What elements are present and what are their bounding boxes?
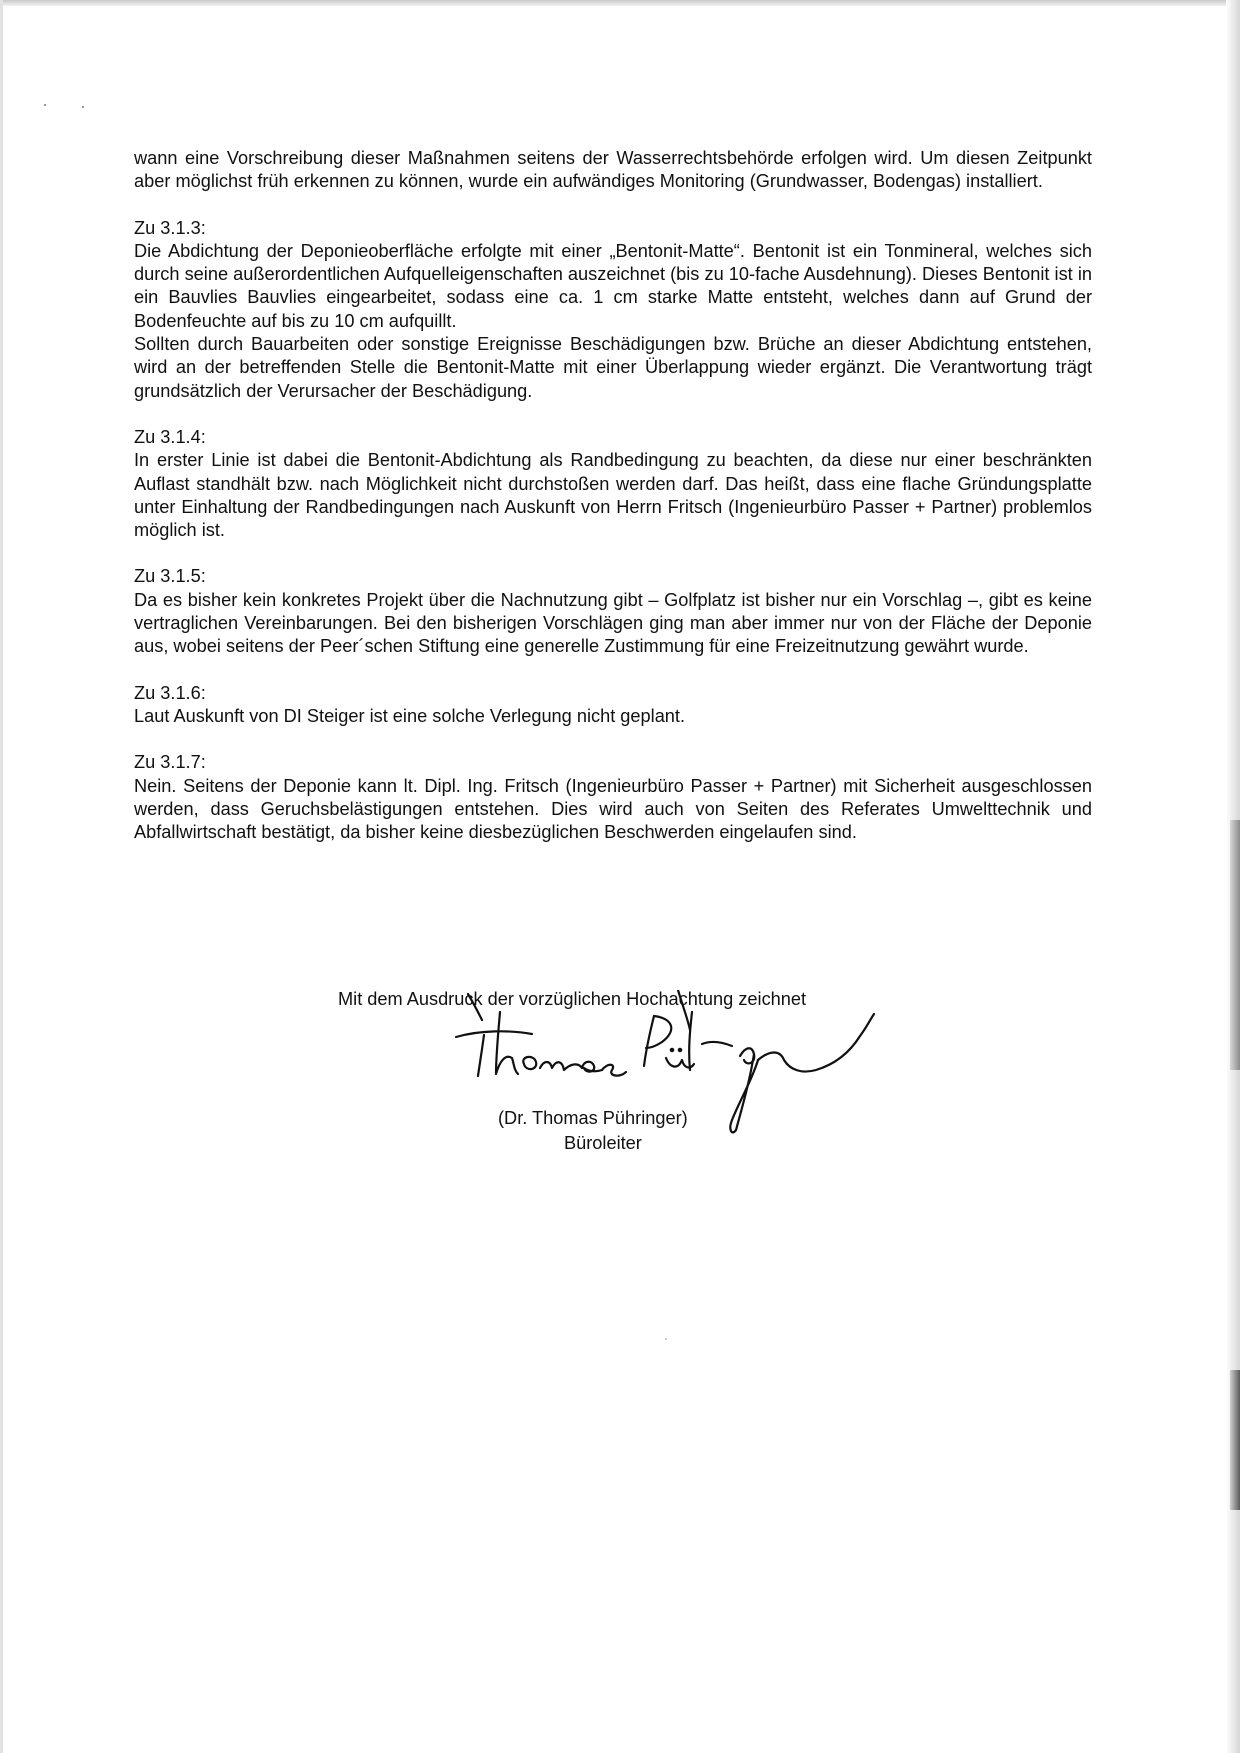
section-paragraph: Die Abdichtung der Deponieoberfläche erfolgte mit einer „Bentonit-Matte“. Bentonit ist ein Tonmineral, welches sich durch seine außerordentlichen Aufquelleigenschaften auszeichnet (bis zu 10-fache Ausdehnung). Dieses Bentonit ist in ein Bauvlies Bauvlies eingearbeitet, sodass eine ca. 1 cm starke Matte entsteht, welches dann auf Grund der Bodenfeuchte auf bis zu 10 cm aufquillt. bbox=[134, 240, 1092, 331]
section-paragraph: In erster Linie ist dabei die Bentonit-Abdichtung als Randbedingung zu beachten, da diese nur einer beschränkten Auflast standhält bzw. nach Möglichkeit nicht durchstoßen werden darf. Das heißt, dass eine flache Gründungsplatte unter Einhaltung der Randbedingungen nach Auskunft von Herrn Fritsch (Ingenieurbüro Passer + Partner) problemlos möglich ist. bbox=[134, 450, 1092, 541]
signatory-name: (Dr. Thomas Pühringer) bbox=[498, 1108, 688, 1128]
section-3-1-4 bbox=[134, 426, 1092, 542]
scan-shadow-mark bbox=[1230, 1370, 1240, 1510]
intro-paragraph: wann eine Vorschreibung dieser Maßnahmen seitens der Wasserrechtsbehörde erfolgen wird. Um diesen Zeitpunkt aber möglichst früh erkennen zu können, wurde ein aufwändiges Monitoring (Grundwasser, Bodengas) installiert. bbox=[134, 148, 1092, 192]
section-body bbox=[134, 449, 1092, 542]
section-heading: Zu 3.1.4: bbox=[134, 426, 206, 447]
scan-shadow-mark bbox=[1230, 820, 1240, 1070]
section-3-1-6 bbox=[134, 682, 1092, 729]
section-body bbox=[134, 775, 1092, 845]
section-body bbox=[134, 589, 1092, 659]
section-heading: Zu 3.1.6: bbox=[134, 682, 206, 703]
signatory-role: Büroleiter bbox=[564, 1133, 642, 1153]
section-paragraph: Sollten durch Bauarbeiten oder sonstige Ereignisse Beschädigungen bzw. Brüche an dieser Abdichtung entstehen, wird an der betreffenden Stelle die Bentonit-Matte mit einer Überlappung wieder ergänzt. Die Verantwortung trägt grundsätzlich der Verursacher der Beschädigung. bbox=[134, 334, 1092, 401]
section-body bbox=[134, 240, 1092, 403]
section-3-1-3 bbox=[134, 217, 1092, 403]
section-paragraph: Da es bisher kein konkretes Projekt über die Nachnutzung gibt – Golfplatz ist bisher nur ein Vorschlag –, gibt es keine vertraglichen Vereinbarungen. Bei den bisherigen Vorschlägen ging man aber immer nur von der Fläche der Deponie aus, wobei seitens der Peer´schen Stiftung eine generelle Zustimmung für eine Freizeitnutzung gewährt wurde. bbox=[134, 589, 1092, 657]
scan-edge-left bbox=[0, 0, 3, 1753]
closing-salutation: Mit dem Ausdruck der vorzüglichen Hochachtung zeichnet bbox=[338, 989, 807, 1009]
section-heading: Zu 3.1.7: bbox=[134, 752, 206, 773]
letter-body bbox=[134, 147, 1092, 844]
scan-speck bbox=[665, 1338, 667, 1340]
section-3-1-5 bbox=[134, 565, 1092, 658]
section-3-1-7 bbox=[134, 751, 1092, 844]
scan-speck bbox=[82, 106, 84, 108]
section-paragraph: Nein. Seitens der Deponie kann lt. Dipl. Ing. Fritsch (Ingenieurbüro Passer + Partner) mit Sicherheit ausgeschlossen werden, dass Geruchsbelästigungen entstehen. Dies wird auch von Seiten des Referates Umwelttechnik und Abfallwirtschaft bestätigt, da bisher keine diesbezüglichen Beschwerden eingelaufen sind. bbox=[134, 775, 1092, 843]
section-heading: Zu 3.1.3: bbox=[134, 217, 206, 238]
scan-speck bbox=[44, 104, 46, 106]
section-heading: Zu 3.1.5: bbox=[134, 566, 206, 587]
scan-edge-top bbox=[0, 0, 1240, 6]
section-paragraph: Laut Auskunft von DI Steiger ist eine solche Verlegung nicht geplant. bbox=[134, 705, 686, 726]
section-body bbox=[134, 705, 1092, 728]
